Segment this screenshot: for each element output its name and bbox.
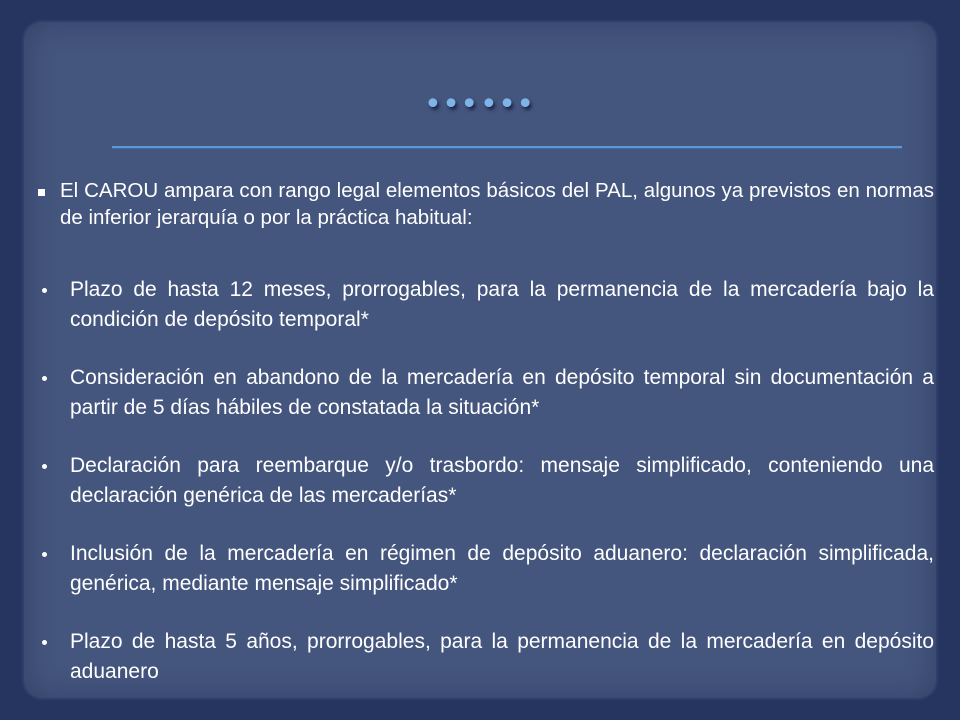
- list-item: [32, 451, 934, 539]
- list-item: [32, 539, 934, 627]
- dot-bullet-icon: [32, 275, 70, 363]
- list-item-text: Declaración para reembarque y/o trasbordo: mensaje simplificado, conteniendo una declaración genérica de las mercaderías*: [70, 454, 934, 507]
- list-item-text: Plazo de hasta 12 meses, prorrogables, para la permanencia de la mercadería bajo la condición de depósito temporal*: [70, 278, 934, 331]
- square-bullet-icon: [32, 177, 60, 231]
- content-panel: [24, 22, 936, 698]
- list-item: [32, 363, 934, 451]
- list-item-text: Plazo de hasta 5 años, prorrogables, para la permanencia de la mercadería en depósito aduanero: [70, 630, 934, 683]
- list-item: [32, 275, 934, 363]
- lead-text: El CAROU ampara con rango legal elementos básicos del PAL, algunos ya previstos en normas de inferior jerarquía o por la práctica habitual:: [60, 179, 934, 229]
- lead-paragraph: [32, 177, 934, 231]
- dot-bullet-icon: [32, 363, 70, 451]
- dot-bullet-icon: [32, 451, 70, 539]
- list-item-text: Inclusión de la mercadería en régimen de depósito aduanero: declaración simplificada, genérica, mediante mensaje simplificado*: [70, 542, 934, 595]
- slide-title: ……: [424, 58, 536, 118]
- title-divider: [112, 146, 902, 148]
- dot-bullet-icon: [32, 627, 70, 698]
- list-item-text: Consideración en abandono de la mercadería en depósito temporal sin documentación a partir de 5 días hábiles de constatada la situación*: [70, 366, 934, 419]
- list-item: [32, 627, 934, 698]
- dot-bullet-icon: [32, 539, 70, 627]
- bullet-list: [32, 275, 934, 698]
